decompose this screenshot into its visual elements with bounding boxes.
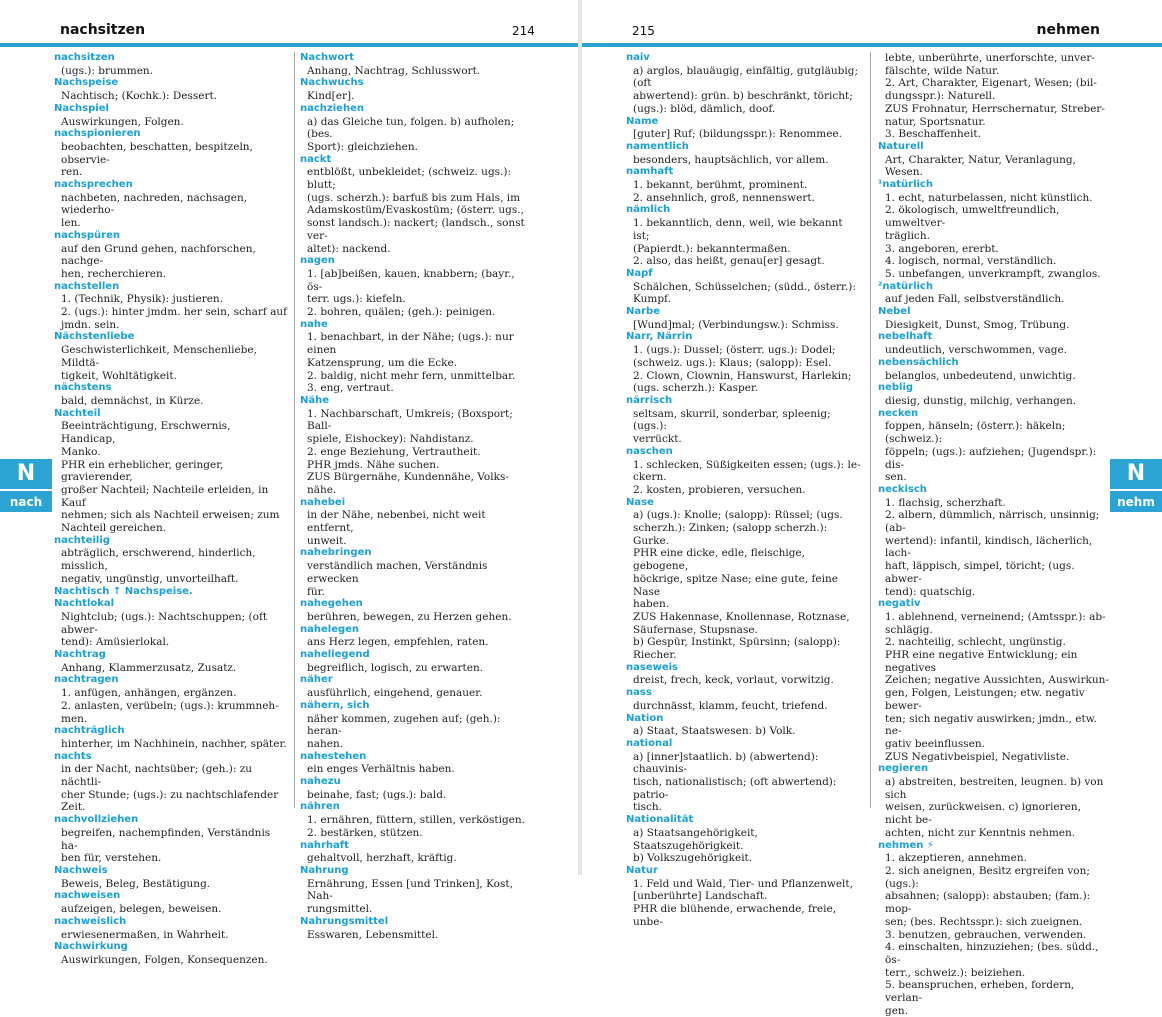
- headword: nahebringen: [300, 547, 372, 559]
- headword: Nachwuchs: [300, 77, 364, 89]
- definition-line: gen.: [885, 1004, 909, 1017]
- definition-line: hen, recherchieren.: [61, 267, 167, 280]
- definition-line: Zeichen; negative Aussichten, Auswirkun-: [885, 674, 1109, 687]
- definition-line: 2. anlasten, verübeln; (ugs.): krummneh-: [61, 699, 279, 712]
- definition-line: PHR die blühende, erwachende, freie, unbe-: [633, 903, 837, 928]
- headword: Nächstenliebe: [54, 331, 135, 343]
- definition-line: Säufernase, Stupsnase.: [633, 623, 758, 636]
- definition-line: a) Staatsangehörigkeit, Staatszugehörigkeit.: [633, 826, 758, 852]
- definition-line: 3. benutzen, gebrauchen, verwenden.: [885, 928, 1087, 941]
- headword: nachweislich: [54, 915, 127, 927]
- definition-line: ZUS Hakennase, Knollennase, Rotznase,: [633, 610, 850, 623]
- headword: necken: [878, 407, 919, 419]
- definition-line: großer Nachteil; Nachteile erleiden, in Kauf: [61, 483, 269, 509]
- definition-line: rungsmittel.: [307, 903, 373, 916]
- definition-line: b) Gespür, Instinkt, Spürsinn; (salopp):: [633, 636, 841, 649]
- definition-line: auf den Grund gehen, nachforschen, nachge-: [61, 242, 256, 268]
- headword: national: [626, 737, 673, 749]
- definition-line: 2. sich aneignen, Besitz ergreifen von; (ugs.):: [885, 865, 1090, 890]
- definition-line: ausführlich, eingehend, genauer.: [307, 687, 483, 700]
- headword: ²natürlich: [878, 280, 933, 292]
- headword: nackt: [300, 153, 332, 165]
- definition-line: 1. Feld und Wald, Tier- und Pflanzenwelt,: [633, 877, 853, 890]
- definition-line: (ugs.): blöd, dämlich, doof.: [633, 102, 776, 115]
- definition-line: (Papierdt.): bekanntermaßen.: [633, 242, 791, 255]
- definition-line: PHR ein erheblicher, geringer, gravierender,: [61, 458, 224, 484]
- definition-line: träglich.: [885, 229, 930, 242]
- definition-line: 1. ernähren, füttern, stillen, verköstigen.: [307, 814, 525, 827]
- definition-line: Nachteil gereichen.: [61, 522, 167, 535]
- headword: nachsprechen: [54, 179, 133, 191]
- definition-line: terr., schweiz.): beiziehen.: [885, 966, 1026, 979]
- headword: Narr, Närrin: [626, 331, 693, 343]
- headword: negativ: [878, 598, 921, 610]
- definition-line: cher Stunde; (ugs.): zu nachtschlafender Zeit.: [61, 788, 279, 814]
- definition-line: Anhang, Nachtrag, Schlusswort.: [307, 64, 481, 77]
- left-page-number: 214: [512, 24, 535, 38]
- definition-line: Diesigkeit, Dunst, Smog, Trübung.: [885, 318, 1070, 331]
- definition-line: Auswirkungen, Folgen, Konsequenzen.: [61, 953, 268, 966]
- definition-line: a) Staat, Staatswesen. b) Volk.: [633, 725, 796, 738]
- definition-line: belanglos, unbedeutend, unwichtig.: [885, 369, 1076, 382]
- definition-line: föppeln; (ugs.): aufziehen; (Jugendspr.): dis-: [885, 445, 1097, 471]
- headword: naseweis: [626, 661, 679, 673]
- definition-line: 1. bekannt, berühmt, prominent.: [633, 179, 808, 192]
- definition-line: abträglich, erschwerend, hinderlich, misslich,: [61, 547, 256, 573]
- definition-line: 2. kosten, probieren, versuchen.: [633, 483, 806, 496]
- definition-line: 3. angeboren, ererbt.: [885, 242, 999, 255]
- definition-line: 1. akzeptieren, annehmen.: [885, 852, 1027, 865]
- definition-line: 2. also, das heißt, genau[er] gesagt.: [633, 255, 825, 268]
- definition-line: [Wund]mal; (Verbindungsw.): Schmiss.: [633, 318, 839, 331]
- headword: Narbe: [626, 306, 660, 318]
- definition-line: nachbeten, nachreden, nachsagen, wiederho-: [61, 191, 248, 217]
- definition-line: verständlich machen, Verständnis erwecken: [307, 560, 488, 585]
- definition-line: durchnässt, klamm, feucht, triefend.: [633, 699, 828, 712]
- definition-line: Schälchen, Schüsselchen; (südd., österr.):: [633, 280, 856, 293]
- right-page: [582, 0, 1162, 1017]
- definition-line: 3. Beschaffenheit.: [885, 128, 981, 141]
- headword: namentlich: [626, 140, 689, 152]
- right-catchword: nehmen: [1036, 22, 1100, 38]
- definition-line: PHR eine negative Entwicklung; ein negatives: [885, 649, 1078, 674]
- definition-line: (ugs. scherzh.): Kasper.: [633, 382, 759, 395]
- definition-line: terr. ugs.): kiefeln.: [307, 293, 406, 306]
- definition-line: b) Volkszugehörigkeit.: [633, 852, 753, 865]
- headword: nachspionieren: [54, 128, 141, 140]
- definition-line: (schweiz. ugs.): Klaus; (salopp): Esel.: [633, 356, 832, 369]
- left-column-1: [54, 52, 288, 966]
- definition-line: tigkeit, Wohltätigkeit.: [61, 369, 177, 382]
- definition-line: hinterher, im Nachhinein, nachher, später.: [61, 737, 287, 750]
- definition-line: 2. bestärken, stützen.: [307, 826, 423, 839]
- definition-line: 5. unbefangen, unverkrampft, zwanglos.: [885, 267, 1101, 280]
- definition-line: nahen.: [307, 737, 344, 750]
- definition-line: 5. beanspruchen, erheben, fordern, verlan-: [885, 979, 1075, 1005]
- left-thumb-word: nach: [0, 489, 52, 512]
- headword: Napf: [626, 267, 653, 279]
- definition-line: a) [inner]staatlich. b) (abwertend): chauvinis-: [633, 750, 819, 776]
- definition-line: 1. [ab]beißen, kauen, knabbern; (bayr., ös-: [307, 267, 515, 293]
- definition-line: auf jeden Fall, selbstverständlich.: [885, 293, 1065, 306]
- headword: nachziehen: [300, 102, 364, 114]
- definition-line: ten; sich negativ auswirken; jmdn., etw. ne-: [885, 712, 1097, 738]
- headword: Nachspeise: [54, 77, 119, 89]
- definition-line: begreifen, nachempfinden, Verständnis ha-: [61, 826, 271, 852]
- headword: nähern, sich: [300, 699, 370, 711]
- headword: Nachwort: [300, 52, 354, 63]
- definition-line: 4. einschalten, hinzuziehen; (bes. südd., ös-: [885, 941, 1099, 966]
- headword: nass: [626, 687, 652, 699]
- headword: nehmen ⚡: [878, 839, 934, 851]
- definition-line: Anhang, Klammerzusatz, Zusatz.: [61, 661, 237, 674]
- definition-line: 2. ökologisch, umweltfreundlich, umweltver-: [885, 204, 1060, 230]
- definition-line: a) (ugs.): Knolle; (salopp): Rüssel; (ugs.: [633, 509, 843, 522]
- left-thumb-letter: N: [0, 459, 52, 489]
- definition-line: achten, nicht zur Kenntnis nehmen.: [885, 826, 1076, 839]
- definition-line: 1. flachsig, scherzhaft.: [885, 496, 1006, 509]
- definition-line: 2. Art, Charakter, Eigenart, Wesen; (bil-: [885, 77, 1097, 90]
- headword: namhaft: [626, 166, 674, 178]
- headword: nachspüren: [54, 229, 120, 241]
- definition-line: diesig, dunstig, milchig, verhangen.: [885, 394, 1077, 407]
- definition-line: ckern.: [633, 471, 667, 484]
- headword: nahestehen: [300, 750, 367, 762]
- definition-line: undeutlich, verschwommen, vage.: [885, 344, 1068, 357]
- definition-line: Riecher.: [633, 649, 677, 662]
- headword: negieren: [878, 763, 929, 775]
- headword: naiv: [626, 52, 650, 63]
- headword: nachsitzen: [54, 52, 115, 63]
- headword: nachstellen: [54, 280, 120, 292]
- headword: Nachweis: [54, 865, 108, 876]
- headword: nahrhaft: [300, 839, 349, 851]
- definition-line: aufzeigen, belegen, beweisen.: [61, 903, 222, 916]
- definition-line: 2. baldig, nicht mehr fern, unmittelbar.: [307, 369, 516, 382]
- definition-line: men.: [61, 712, 88, 725]
- definition-line: Beeinträchtigung, Erschwernis, Handicap,: [61, 420, 231, 446]
- definition-line: Gurke.: [633, 534, 670, 547]
- definition-line: 2. bohren, quälen; (geh.): peinigen.: [307, 306, 496, 319]
- definition-line: entblößt, unbekleidet; (schweiz. ugs.): blutt;: [307, 166, 512, 192]
- definition-line: 1. (ugs.): Dussel; (österr. ugs.): Dodel;: [633, 344, 836, 357]
- definition-line: abwertend): grün. b) beschränkt, töricht;: [633, 90, 853, 103]
- definition-line: gen, Folgen, Leistungen; etw. negativ bewer-: [885, 687, 1085, 712]
- headword: nachtragen: [54, 674, 119, 686]
- headword: närrisch: [626, 394, 673, 406]
- definition-line: jmdn. sein.: [61, 318, 120, 331]
- right-thumb-word: nehm: [1110, 489, 1162, 512]
- headword: Nachtrag: [54, 649, 106, 661]
- definition-line: ren.: [61, 166, 83, 179]
- definition-line: berühren, bewegen, zu Herzen gehen.: [307, 610, 512, 623]
- headword: Nachwirkung: [54, 941, 128, 953]
- headword: nebelhaft: [878, 331, 933, 343]
- definition-line: seltsam, skurril, sonderbar, spleenig; (ugs.):: [633, 407, 831, 433]
- right-thumb-letter: N: [1110, 459, 1162, 489]
- definition-line: Geschwisterlichkeit, Menschenliebe, Mildtä-: [61, 344, 257, 369]
- definition-line: 2. ansehnlich, groß, nennenswert.: [633, 191, 815, 204]
- definition-line: fälschte, wilde Natur.: [885, 64, 1000, 77]
- left-header-rule: [0, 43, 578, 47]
- definition-line: 1. schlecken, Süßigkeiten essen; (ugs.): le-: [633, 458, 861, 471]
- definition-line: Kind[er].: [307, 90, 355, 103]
- definition-line: PHR jmds. Nähe suchen.: [307, 458, 440, 471]
- headword: nähren: [300, 801, 340, 813]
- headword: Nahrungsmittel: [300, 915, 389, 927]
- definition-line: (ugs.): brummen.: [61, 64, 154, 77]
- definition-line: 1. benachbart, in der Nähe; (ugs.): nur einen: [307, 331, 514, 357]
- definition-line: foppen, hänseln; (österr.): häkeln; (schweiz.):: [885, 420, 1066, 446]
- definition-line: tisch, nationalistisch; (oft abwertend): patrio-: [633, 776, 837, 801]
- headword: nagen: [300, 255, 335, 267]
- definition-line: sen; (bes. Rechtsspr.): sich zueignen.: [885, 915, 1083, 928]
- definition-line: 3. eng, vertraut.: [307, 382, 394, 395]
- definition-line: 2. albern, dümmlich, närrisch, unsinnig; (ab-: [885, 509, 1100, 535]
- definition-line: spiele, Eishockey): Nahdistanz.: [307, 433, 474, 446]
- definition-line: 2. nachteilig, schlecht, ungünstig.: [885, 636, 1066, 649]
- definition-line: sen.: [885, 471, 907, 484]
- definition-line: tisch.: [633, 801, 662, 814]
- headword: nachträglich: [54, 725, 125, 737]
- headword: nahegehen: [300, 598, 363, 610]
- headword: nachvollziehen: [54, 814, 139, 826]
- headword: nachts: [54, 750, 92, 762]
- headword: nahebei: [300, 496, 346, 508]
- definition-line: 1. anfügen, anhängen, ergänzen.: [61, 687, 237, 700]
- definition-line: Ernährung, Essen [und Trinken], Kost, Nah-: [307, 877, 513, 903]
- headword: Nachtlokal: [54, 598, 115, 610]
- definition-line: 1. echt, naturbelassen, nicht künstlich.: [885, 191, 1093, 204]
- left-catchword: nachsitzen: [60, 22, 146, 38]
- headword: nächstens: [54, 382, 112, 394]
- definition-line: Beweis, Beleg, Bestätigung.: [61, 877, 211, 890]
- right-page-number: 215: [632, 24, 655, 38]
- definition-line: 1. ablehnend, verneinend; (Amtsspr.): ab-: [885, 610, 1106, 623]
- definition-line: Nachtisch; (Kochk.): Dessert.: [61, 90, 218, 103]
- definition-line: Esswaren, Lebensmittel.: [307, 928, 439, 941]
- headword: ¹natürlich: [878, 179, 933, 191]
- definition-line: lebte, unberührte, unerforschte, unver-: [885, 52, 1095, 64]
- headword: Nationalität: [626, 814, 694, 826]
- headword: Nachteil: [54, 407, 101, 419]
- definition-line: 2. Clown, Clownin, Hanswurst, Harlekin;: [633, 369, 852, 382]
- definition-line: negativ, ungünstig, unvorteilhaft.: [61, 572, 239, 585]
- headword: nahelegen: [300, 623, 360, 635]
- definition-line: unweit.: [307, 534, 347, 547]
- headword: nämlich: [626, 204, 671, 216]
- definition-line: [guter] Ruf; (bildungsspr.): Renommee.: [633, 128, 842, 141]
- definition-line: bald, demnächst, in Kürze.: [61, 394, 204, 407]
- headword: nahezu: [300, 776, 341, 788]
- definition-line: dreist, frech, keck, vorlaut, vorwitzig.: [633, 674, 834, 687]
- definition-line: sonst landsch.): nackert; (landsch., sonst ver-: [307, 217, 525, 242]
- definition-line: natur, Sportsnatur.: [885, 115, 986, 128]
- headword: Name: [626, 115, 659, 127]
- definition-line: höckrige, spitze Nase; eine gute, feine Nase: [633, 572, 838, 598]
- definition-line: 2. (ugs.): hinter jmdm. her sein, scharf auf: [61, 306, 288, 319]
- headword: Nation: [626, 712, 664, 724]
- definition-line: ein enges Verhältnis haben.: [307, 763, 455, 776]
- definition-line: len.: [61, 217, 81, 230]
- left-column-divider: [294, 52, 295, 808]
- definition-line: [unberührte] Landschaft.: [633, 890, 768, 903]
- definition-line: a) abstreiten, bestreiten, leugnen. b) von sich: [885, 776, 1104, 801]
- headword: Nachtisch ↑ Nachspeise.: [54, 585, 193, 597]
- definition-line: ben für, verstehen.: [61, 852, 162, 865]
- definition-line: 4. logisch, normal, verständlich.: [885, 255, 1057, 268]
- definition-line: a) das Gleiche tun, folgen. b) aufholen; (bes.: [307, 115, 515, 141]
- headword: nachweisen: [54, 890, 121, 902]
- headword: Nahrung: [300, 865, 349, 876]
- headword: naschen: [626, 445, 673, 457]
- right-column-divider: [870, 52, 871, 808]
- definition-line: besonders, hauptsächlich, vor allem.: [633, 153, 829, 166]
- definition-line: erwiesenermaßen, in Wahrheit.: [61, 928, 229, 941]
- definition-line: gehaltvoll, herzhaft, kräftig.: [307, 852, 457, 865]
- definition-line: PHR eine dicke, edle, fleischige, gebogene,: [633, 547, 805, 573]
- headword: Naturell: [878, 140, 924, 152]
- headword: Nase: [626, 496, 654, 508]
- headword: Nähe: [300, 394, 330, 406]
- definition-line: scherzh.): Zinken; (salopp scherzh.):: [633, 522, 828, 535]
- left-page-header: [0, 18, 578, 44]
- definition-line: beinahe, fast; (ugs.): bald.: [307, 788, 447, 801]
- definition-line: gativ beeinflussen.: [885, 737, 985, 750]
- headword: neblig: [878, 382, 914, 394]
- definition-line: Katzensprung, um die Ecke.: [307, 356, 458, 369]
- right-thumb-index-tab[interactable]: [1110, 459, 1162, 512]
- headword: Natur: [626, 865, 658, 876]
- definition-line: nähe.: [307, 483, 337, 496]
- definition-line: näher kommen, zugehen auf; (geh.): heran-: [307, 712, 501, 738]
- headword: naheliegend: [300, 649, 370, 661]
- definition-line: für.: [307, 585, 325, 598]
- definition-line: nehmen; sich als Nachteil erweisen; zum: [61, 509, 280, 522]
- headword: nebensächlich: [878, 356, 959, 368]
- definition-line: Nightclub; (ugs.): Nachtschuppen; (oft abwer-: [61, 610, 268, 636]
- definition-line: Sport): gleichziehen.: [307, 140, 418, 153]
- headword: näher: [300, 674, 333, 686]
- definition-line: tend): quatschig.: [885, 585, 976, 598]
- definition-line: ZUS Negativbeispiel, Negativliste.: [885, 750, 1070, 763]
- right-column-1: [626, 52, 862, 928]
- definition-line: Auswirkungen, Folgen.: [61, 115, 184, 128]
- definition-line: absahnen; (salopp): abstauben; (fam.): mop-: [885, 890, 1091, 916]
- left-page: [0, 0, 578, 966]
- definition-line: Kumpf.: [633, 293, 671, 306]
- definition-line: haben.: [633, 598, 670, 611]
- definition-line: Manko.: [61, 445, 101, 458]
- definition-line: verrückt.: [633, 433, 682, 446]
- headword: Nachspiel: [54, 102, 109, 114]
- definition-line: 1. (Technik, Physik): justieren.: [61, 293, 224, 306]
- definition-line: begreiflich, logisch, zu erwarten.: [307, 661, 484, 674]
- definition-line: tend): Amüsierlokal.: [61, 636, 170, 649]
- definition-line: in der Nähe, nebenbei, nicht weit entfernt,: [307, 509, 486, 535]
- definition-line: ZUS Frohnatur, Herrschernatur, Streber-: [885, 102, 1105, 115]
- definition-line: ZUS Bürgernähe, Kundennähe, Volks-: [307, 471, 509, 484]
- right-header-rule: [582, 43, 1162, 47]
- definition-line: dungsspr.): Naturell.: [885, 90, 996, 103]
- right-page-header: [582, 18, 1162, 44]
- left-thumb-index-tab[interactable]: [0, 459, 52, 512]
- definition-line: 1. bekanntlich, denn, weil, wie bekannt ist;: [633, 217, 843, 242]
- definition-line: Art, Charakter, Natur, Veranlagung, Wesen.: [885, 153, 1076, 179]
- definition-line: weisen, zurückweisen. c) ignorieren, nicht be-: [885, 801, 1081, 827]
- definition-line: altet): nackend.: [307, 242, 391, 255]
- definition-line: haft, läppisch, simpel, töricht; (ugs. abwer-: [885, 560, 1075, 585]
- headword: Nebel: [878, 306, 911, 318]
- definition-line: schlägig.: [885, 623, 933, 636]
- definition-line: 2. enge Beziehung, Vertrautheit.: [307, 445, 481, 458]
- definition-line: beobachten, beschatten, bespitzeln, observie-: [61, 140, 253, 166]
- left-column-2: [300, 52, 533, 941]
- headword: nachteilig: [54, 534, 110, 546]
- headword: neckisch: [878, 483, 927, 495]
- right-column-2: [878, 52, 1110, 1017]
- definition-line: in der Nacht, nachtsüber; (geh.): zu nächtli-: [61, 763, 252, 789]
- definition-line: 1. Nachbarschaft, Umkreis; (Boxsport; Ball-: [307, 407, 513, 433]
- headword: nahe: [300, 318, 328, 330]
- definition-line: a) arglos, blauäugig, einfältig, gutgläubig; (oft: [633, 64, 858, 90]
- definition-line: (ugs. scherzh.): barfuß bis zum Hals, im: [307, 191, 521, 204]
- definition-line: ans Herz legen, empfehlen, raten.: [307, 636, 489, 649]
- definition-line: Adamskostüm/Evaskostüm; (österr. ugs.,: [307, 204, 524, 217]
- definition-line: wertend): infantil, kindisch, lächerlich, lach-: [885, 534, 1093, 560]
